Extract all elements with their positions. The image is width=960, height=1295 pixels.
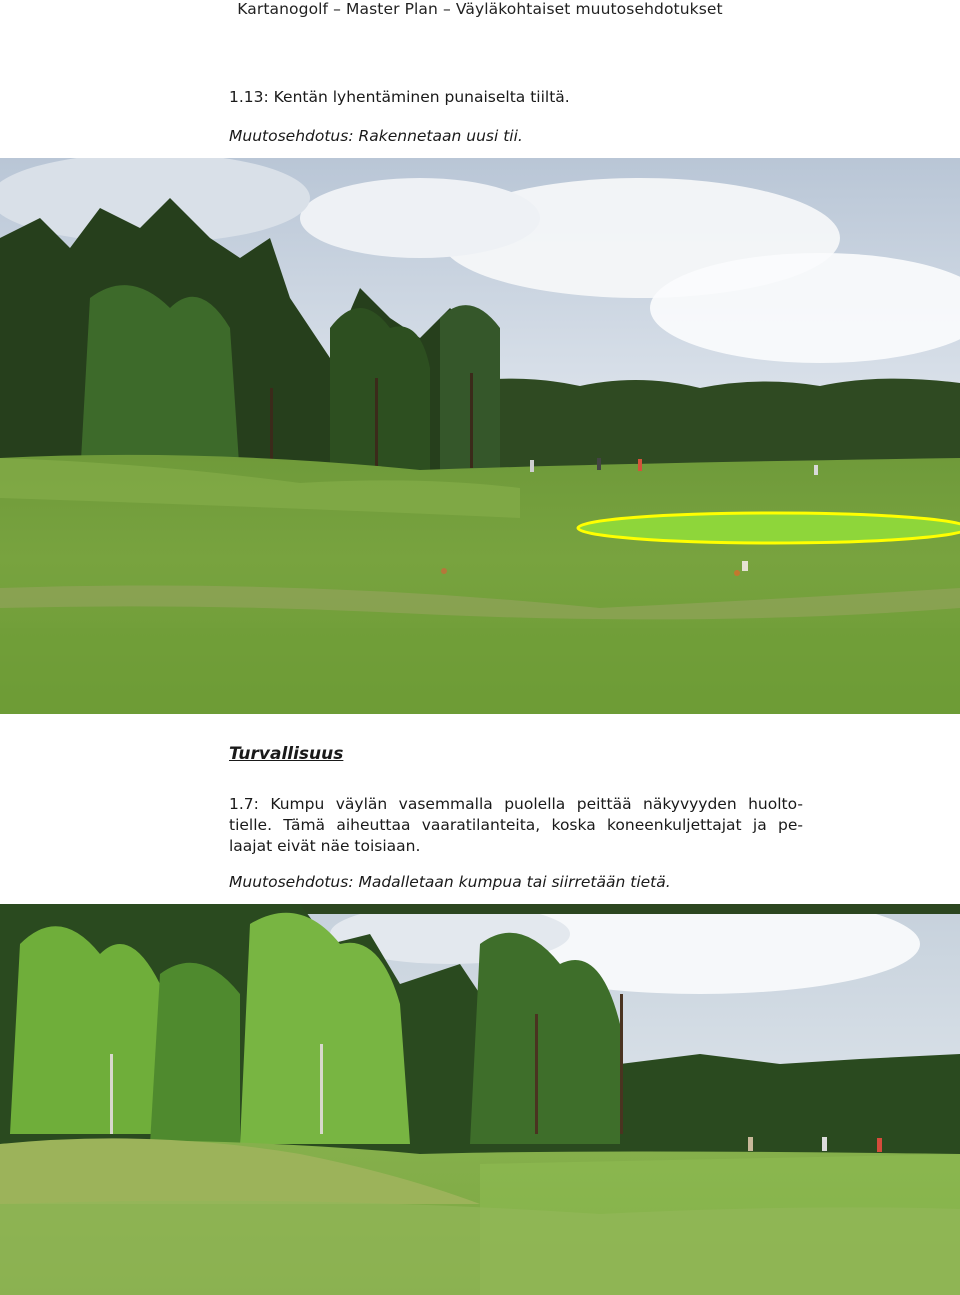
fairway-photo-1 <box>0 158 960 714</box>
fairway-photo-2-graphic <box>0 904 960 1295</box>
fairway-photo-2 <box>0 904 960 1295</box>
issue-1-7-line-3: laajat eivät näe toisiaan. <box>229 837 421 855</box>
fairway-photo-1-graphic <box>0 158 960 714</box>
issue-1-7 <box>229 794 803 857</box>
page-header: Kartanogolf – Master Plan – Väyläkohtaiset muutosehdotukset <box>237 0 723 18</box>
proposal-1-13: Muutosehdotus: Rakennetaan uusi tii. <box>229 127 523 145</box>
proposal-1-7: Muutosehdotus: Madalletaan kumpua tai siirretään tietä. <box>229 873 671 891</box>
issue-1-7-line-1: 1.7: Kumpu väylän vasemmalla puolella peittää näkyvyyden huolto- <box>229 795 803 813</box>
section-heading-turvallisuus: Turvallisuus <box>229 744 344 764</box>
issue-1-13: 1.13: Kentän lyhentäminen punaiselta tiiltä. <box>229 88 570 106</box>
issue-1-7-line-2: tielle. Tämä aiheuttaa vaaratilanteita, koska koneenkuljettajat ja pe- <box>229 816 803 834</box>
proposed-tee-marker <box>578 513 960 543</box>
